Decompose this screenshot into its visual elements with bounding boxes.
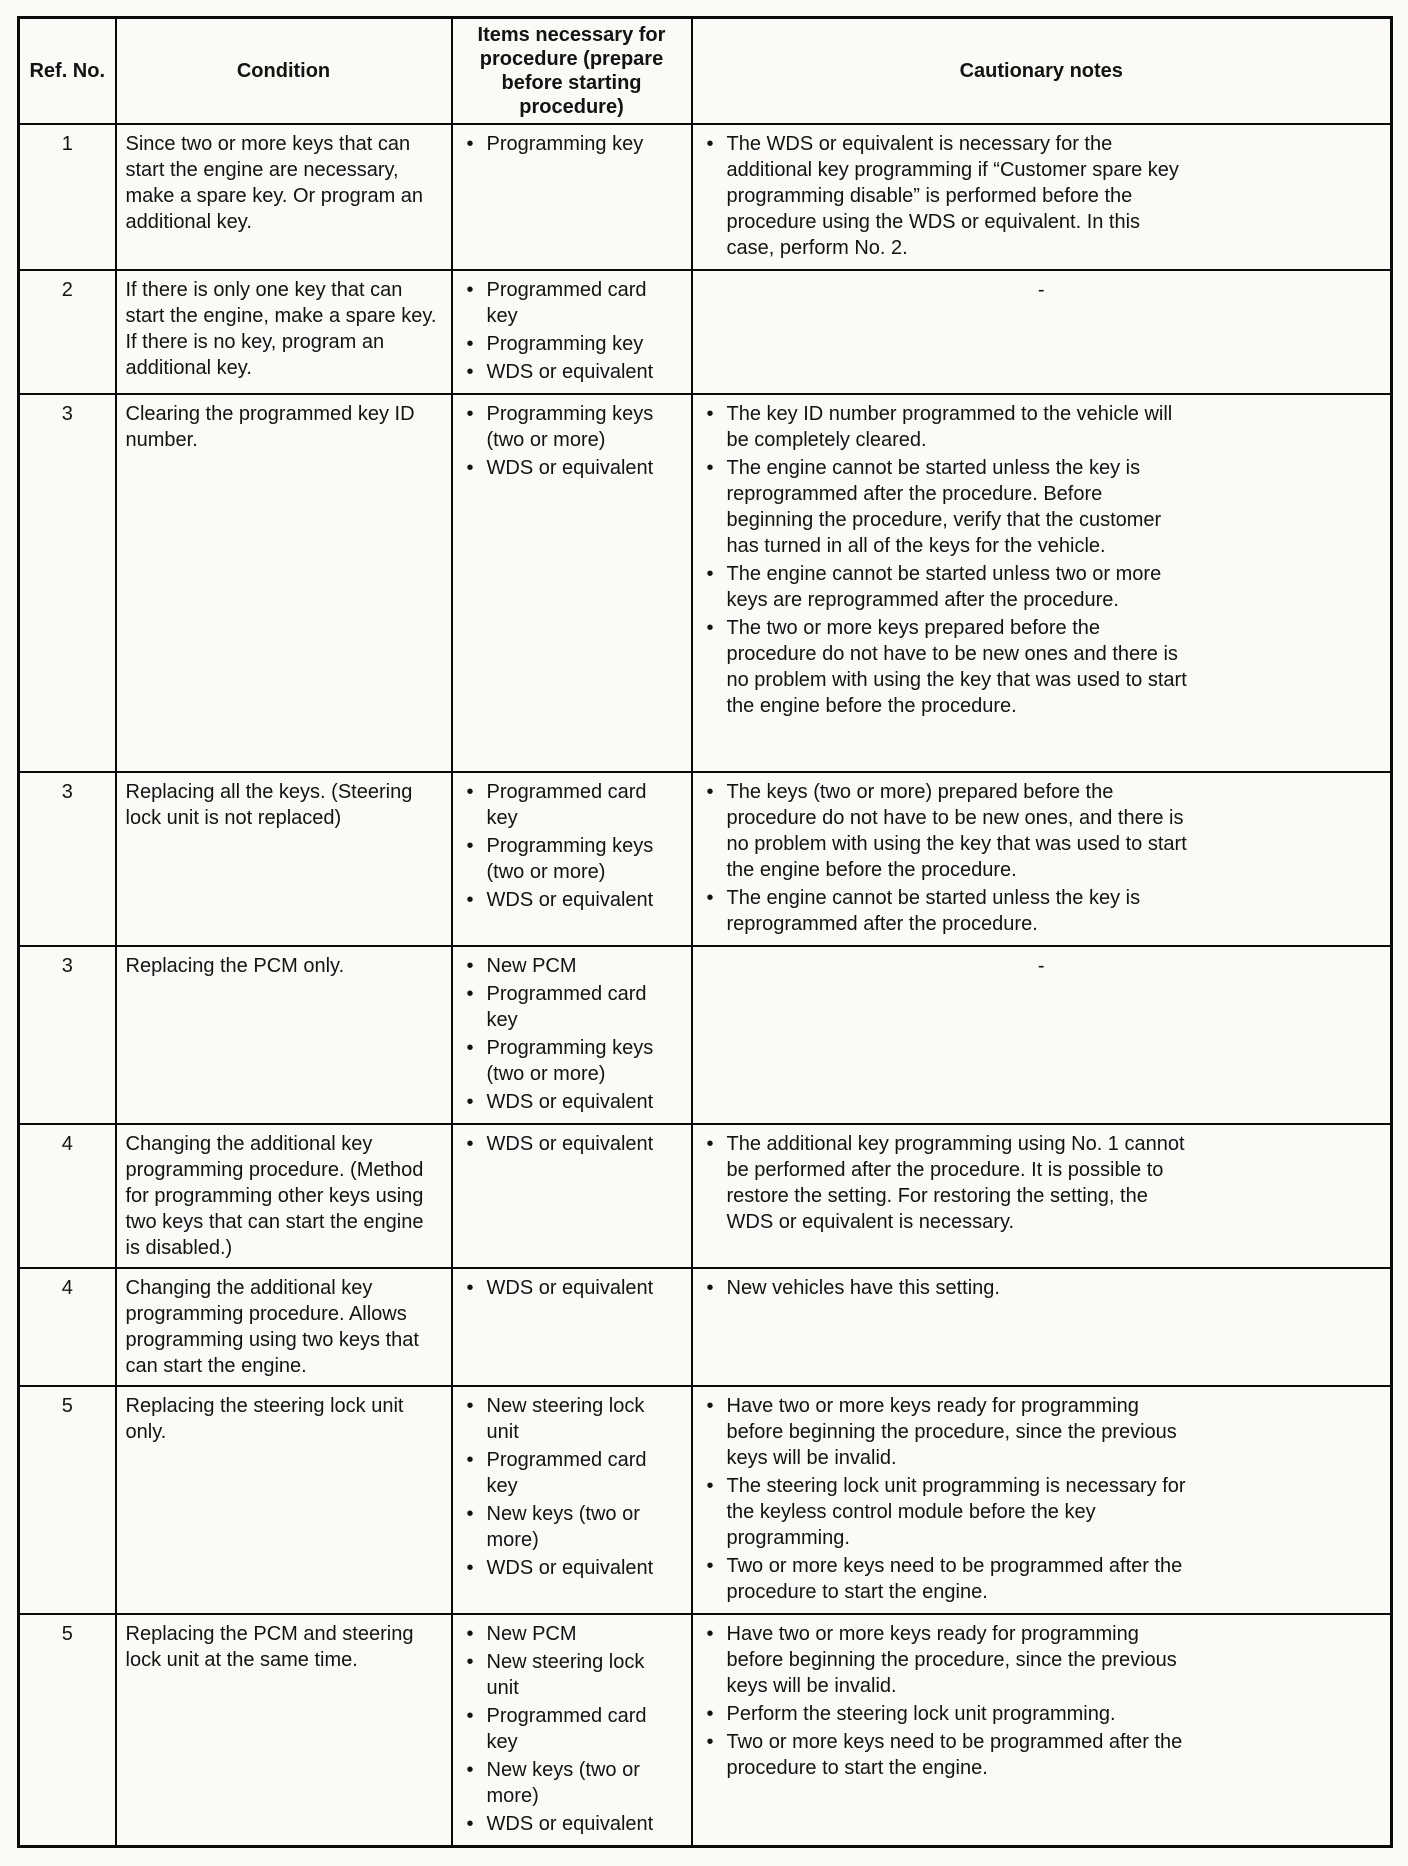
cautionary-notes-cell: - <box>692 946 1392 1124</box>
bullet-icon: • <box>706 1703 714 1725</box>
bullet-item <box>464 1393 682 1445</box>
table-row <box>19 772 1392 946</box>
bullet-item <box>704 1393 1382 1471</box>
items-text: WDS or equivalent <box>486 457 654 479</box>
bullet-item <box>704 401 1382 453</box>
condition-cell: Clearing the programmed key ID number. <box>116 394 452 772</box>
ref-no-cell: 1 <box>19 124 116 270</box>
ref-no-cell: 4 <box>19 1268 116 1386</box>
bullet-item <box>464 359 682 385</box>
bullet-item <box>704 561 1382 613</box>
bullet-icon: • <box>706 887 714 909</box>
items-text: New steering lock unit <box>486 1395 645 1443</box>
table-row <box>19 270 1392 394</box>
bullet-item <box>704 779 1382 883</box>
items-text: Programmed card key <box>486 279 647 327</box>
bullet-item <box>704 1275 1382 1301</box>
notes-text: Have two or more keys ready for programming before beginning the procedure, since the previous keys will be invalid. <box>726 1395 1177 1469</box>
bullet-icon: • <box>466 1395 474 1417</box>
ref-no-cell: 5 <box>19 1386 116 1614</box>
table-header-row <box>19 18 1392 125</box>
notes-text: The two or more keys prepared before the procedure do not have to be new ones and there is no problem with using the key that was used to start the engine before the procedure. <box>726 617 1187 717</box>
cautionary-notes-cell <box>692 1386 1392 1614</box>
bullet-icon: • <box>706 1133 714 1155</box>
bullet-item <box>704 1473 1382 1551</box>
bullet-item <box>464 1501 682 1553</box>
items-text: New steering lock unit <box>486 1651 645 1699</box>
bullet-icon: • <box>466 1037 474 1059</box>
items-text: WDS or equivalent <box>486 1091 654 1113</box>
bullet-item <box>464 277 682 329</box>
bullet-icon: • <box>466 1623 474 1645</box>
cautionary-notes-cell: - <box>692 270 1392 394</box>
table-row <box>19 1124 1392 1268</box>
bullet-icon: • <box>466 889 474 911</box>
bullet-icon: • <box>706 563 714 585</box>
bullet-item <box>704 455 1382 559</box>
bullet-item <box>464 455 682 481</box>
bullet-icon: • <box>706 617 714 639</box>
bullet-icon: • <box>466 1705 474 1727</box>
bullet-item <box>464 953 682 979</box>
cautionary-notes-cell <box>692 772 1392 946</box>
table-row <box>19 1386 1392 1614</box>
bullet-item <box>464 1649 682 1701</box>
bullet-icon: • <box>706 1277 714 1299</box>
bullet-item <box>464 131 682 157</box>
items-text: Programming key <box>486 133 644 155</box>
bullet-item <box>704 615 1382 719</box>
items-text: WDS or equivalent <box>486 1277 654 1299</box>
bullet-item <box>464 1811 682 1837</box>
bullet-item <box>464 981 682 1033</box>
items-text: WDS or equivalent <box>486 1813 654 1835</box>
ref-no-cell: 4 <box>19 1124 116 1268</box>
items-text: New keys (two or more) <box>486 1503 640 1551</box>
bullet-item <box>464 1703 682 1755</box>
table-row <box>19 124 1392 270</box>
bullet-item <box>704 885 1382 937</box>
bullet-icon: • <box>706 403 714 425</box>
items-text: Programming key <box>486 333 644 355</box>
bullet-item <box>464 1447 682 1499</box>
items-text: New keys (two or more) <box>486 1759 640 1807</box>
items-cell <box>452 394 692 772</box>
bullet-item <box>464 1621 682 1647</box>
bullet-item <box>464 1275 682 1301</box>
items-cell <box>452 772 692 946</box>
items-text: Programmed card key <box>486 781 647 829</box>
items-text: WDS or equivalent <box>486 1133 654 1155</box>
notes-text: New vehicles have this setting. <box>726 1277 1000 1299</box>
condition-cell: Since two or more keys that can start the engine are necessary, make a spare key. Or program an additional key. <box>116 124 452 270</box>
notes-text: The additional key programming using No. 1 cannot be performed after the procedure. It is possible to restore the setting. For restoring the setting, the WDS or equivalent is necessary. <box>726 1133 1185 1233</box>
bullet-icon: • <box>466 403 474 425</box>
notes-text: The engine cannot be started unless the key is reprogrammed after the procedure. <box>726 887 1141 935</box>
condition-cell: Replacing the PCM only. <box>116 946 452 1124</box>
header-condition: Condition <box>116 18 452 125</box>
items-text: Programmed card key <box>486 1705 647 1753</box>
bullet-item <box>704 1131 1382 1235</box>
bullet-icon: • <box>706 1555 714 1577</box>
items-text: WDS or equivalent <box>486 361 654 383</box>
items-text: WDS or equivalent <box>486 1557 654 1579</box>
bullet-icon: • <box>466 983 474 1005</box>
condition-cell: Replacing the PCM and steering lock unit at the same time. <box>116 1614 452 1847</box>
key-programming-table <box>17 16 1393 1848</box>
notes-text: The steering lock unit programming is necessary for the keyless control module before the key programming. <box>726 1475 1186 1549</box>
items-cell <box>452 1614 692 1847</box>
bullet-item <box>464 331 682 357</box>
bullet-item <box>464 1131 682 1157</box>
bullet-icon: • <box>706 1623 714 1645</box>
bullet-icon: • <box>466 1449 474 1471</box>
table-row <box>19 1614 1392 1847</box>
bullet-icon: • <box>466 1759 474 1781</box>
bullet-item <box>464 779 682 831</box>
ref-no-cell: 3 <box>19 394 116 772</box>
header-cautionary-notes: Cautionary notes <box>692 18 1392 125</box>
items-text: Programming keys (two or more) <box>486 835 654 883</box>
items-text: Programmed card key <box>486 983 647 1031</box>
notes-text: Perform the steering lock unit programming. <box>726 1703 1116 1725</box>
cautionary-notes-cell <box>692 1268 1392 1386</box>
ref-no-cell: 5 <box>19 1614 116 1847</box>
cautionary-notes-cell <box>692 1614 1392 1847</box>
header-ref-no: Ref. No. <box>19 18 116 125</box>
ref-no-cell: 3 <box>19 772 116 946</box>
bullet-icon: • <box>706 781 714 803</box>
bullet-item <box>704 1621 1382 1699</box>
items-cell <box>452 946 692 1124</box>
bullet-item <box>704 131 1382 261</box>
bullet-item <box>704 1701 1382 1727</box>
cautionary-notes-cell <box>692 124 1392 270</box>
notes-text: The keys (two or more) prepared before the procedure do not have to be new ones, and there is no problem with using the key that was used to start the engine before the procedure. <box>726 781 1187 881</box>
header-items-necessary: Items necessary for procedure (prepare before starting procedure) <box>452 18 692 125</box>
bullet-icon: • <box>466 1277 474 1299</box>
cautionary-notes-cell <box>692 394 1392 772</box>
condition-cell: If there is only one key that can start the engine, make a spare key. If there is no key, program an additional key. <box>116 270 452 394</box>
items-cell <box>452 1124 692 1268</box>
ref-no-cell: 3 <box>19 946 116 1124</box>
bullet-icon: • <box>466 333 474 355</box>
notes-text: Two or more keys need to be programmed after the procedure to start the engine. <box>726 1731 1183 1779</box>
notes-text: The engine cannot be started unless the key is reprogrammed after the procedure. Before beginning the procedure, verify that the customer has turned in all of the keys for the vehicle. <box>726 457 1162 557</box>
bullet-item <box>464 1035 682 1087</box>
bullet-icon: • <box>706 1475 714 1497</box>
items-text: Programmed card key <box>486 1449 647 1497</box>
bullet-item <box>464 1089 682 1115</box>
bullet-icon: • <box>466 955 474 977</box>
table-row <box>19 946 1392 1124</box>
table-row <box>19 394 1392 772</box>
condition-cell: Replacing the steering lock unit only. <box>116 1386 452 1614</box>
notes-text: The engine cannot be started unless two or more keys are reprogrammed after the procedure. <box>726 563 1162 611</box>
bullet-icon: • <box>466 279 474 301</box>
table-body <box>19 124 1392 1847</box>
notes-text: The WDS or equivalent is necessary for the additional key programming if “Customer spare key programming disable” is performed before the procedure using the WDS or equivalent. In this case, perform No. 2. <box>726 133 1179 259</box>
bullet-icon: • <box>466 1133 474 1155</box>
items-text: New PCM <box>486 1623 577 1645</box>
bullet-item <box>464 887 682 913</box>
bullet-icon: • <box>466 835 474 857</box>
bullet-icon: • <box>466 361 474 383</box>
condition-cell: Changing the additional key programming procedure. Allows programming using two keys that can start the engine. <box>116 1268 452 1386</box>
bullet-item <box>704 1729 1382 1781</box>
table-row <box>19 1268 1392 1386</box>
condition-cell: Replacing all the keys. (Steering lock unit is not replaced) <box>116 772 452 946</box>
bullet-icon: • <box>466 1651 474 1673</box>
bullet-icon: • <box>466 133 474 155</box>
bullet-item <box>464 1757 682 1809</box>
bullet-item <box>464 1555 682 1581</box>
bullet-icon: • <box>706 1395 714 1417</box>
items-text: WDS or equivalent <box>486 889 654 911</box>
bullet-icon: • <box>466 1503 474 1525</box>
bullet-item <box>704 1553 1382 1605</box>
notes-text: Have two or more keys ready for programming before beginning the procedure, since the previous keys will be invalid. <box>726 1623 1177 1697</box>
items-cell <box>452 1268 692 1386</box>
items-cell <box>452 270 692 394</box>
scanned-document-page <box>17 16 1391 1848</box>
bullet-icon: • <box>466 1557 474 1579</box>
bullet-item <box>464 401 682 453</box>
ref-no-cell: 2 <box>19 270 116 394</box>
items-text: Programming keys (two or more) <box>486 1037 654 1085</box>
items-text: Programming keys (two or more) <box>486 403 654 451</box>
bullet-icon: • <box>466 1813 474 1835</box>
condition-cell: Changing the additional key programming procedure. (Method for programming other keys using two keys that can start the engine is disabled.) <box>116 1124 452 1268</box>
bullet-icon: • <box>466 457 474 479</box>
items-text: New PCM <box>486 955 577 977</box>
bullet-icon: • <box>466 781 474 803</box>
table-header <box>19 18 1392 125</box>
cautionary-notes-cell <box>692 1124 1392 1268</box>
items-cell <box>452 124 692 270</box>
notes-text: Two or more keys need to be programmed after the procedure to start the engine. <box>726 1555 1183 1603</box>
bullet-icon: • <box>466 1091 474 1113</box>
bullet-item <box>464 833 682 885</box>
notes-text: The key ID number programmed to the vehicle will be completely cleared. <box>726 403 1173 451</box>
items-cell <box>452 1386 692 1614</box>
bullet-icon: • <box>706 1731 714 1753</box>
bullet-icon: • <box>706 457 714 479</box>
bullet-icon: • <box>706 133 714 155</box>
